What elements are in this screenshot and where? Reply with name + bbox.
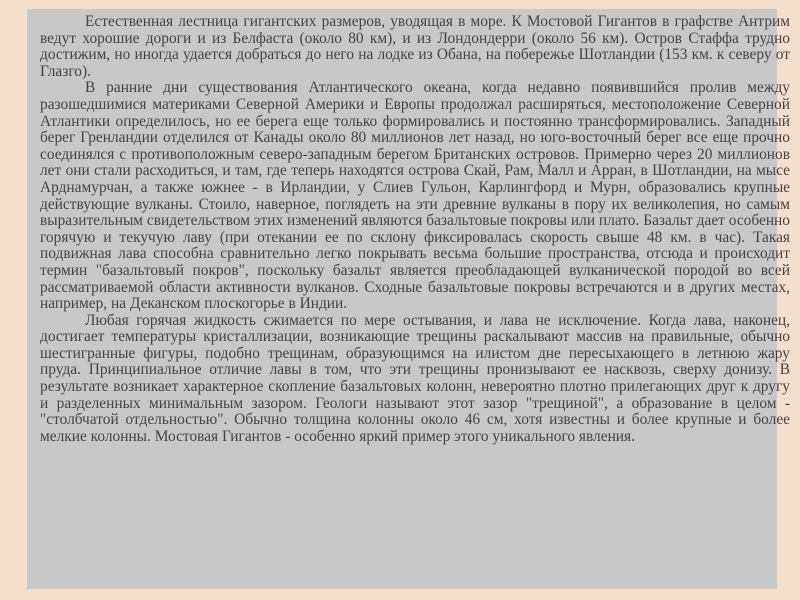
body-text <box>40 14 790 445</box>
paragraph-2: В ранние дни существования Атлантического океана, когда недавно появившийся пролив между разошедшимися материками Северной Америки и Европы продолжал расширяться, местоположение Северной Атлантики определилось, но ее берега еще только формировались и постоянно трансформировались. Западный берег Гренландии отделился от Канады около 80 миллионов лет назад, но юго-восточный берег все еще прочно соединялся с противоположным северо-западным берегом Британских островов. Примерно через 20 миллионов лет они стали расходиться, и там, где теперь находятся острова Скай, Рам, Малл и Арран, в Шотландии, на мысе Арднамурчан, а также южнее - в Ирландии, у Слиев Гульон, Карлингфорд и Мурн, образовались крупные действующие вулканы. Стоило, наверное, поглядеть на эти древние вулканы в пору их великолепия, но самым выразительным свидетельством этих изменений являются базальтовые покровы или плато. Базальт дает особенно горячую и текучую лаву (при отекании ее по склону фиксировалась скорость свыше 48 км. в час). Такая подвижная лава способна сравнительно легко покрывать весьма большие пространства, отсюда и происходит термин "базальтовый покров", поскольку базальт является преобладающей вулканической породой во всей рассматриваемой области активности вулканов. Сходные базальтовые покровы встречаются и в других местах, например, на Деканском плоскогорье в Индии. <box>40 79 790 313</box>
paragraph-3: Любая горячая жидкость сжимается по мере остывания, и лава не исключение. Когда лава, наконец, достигает температуры кристаллизации, возникающие трещины раскалывают массив на правильные, обычно шестигранные фигуры, подобно трещинам, образующимся на илистом дне пересыхающего в летнюю жару пруда. Принципиальное отличие лавы в том, что эти трещины пронизывают ее насквозь, сверху донизу. В результате возникает характерное скопление базальтовых колонн, невероятно плотно прилегающих друг к другу и разделенных минимальным зазором. Геологи называют этот зазор "трещиной", а образование в целом - "столбчатой отдельностью". Обычно толщина колонны около 46 см, хотя известны и более крупные и более мелкие колонны. Мостовая Гигантов - особенно яркий пример этого уникального явления. <box>40 311 790 445</box>
paragraph-1: Естественная лестница гигантских размеров, уводящая в море. К Мостовой Гигантов в графстве Антрим ведут хорошие дороги и из Белфаста (около 80 км), и из Лондондерри (около 56 км). Остров Стаффа трудно достижим, но иногда удается добраться до него на лодке из Обана, на побережье Шотландии (153 км. к северу от Глазго). <box>40 13 790 80</box>
text-box <box>27 9 790 589</box>
